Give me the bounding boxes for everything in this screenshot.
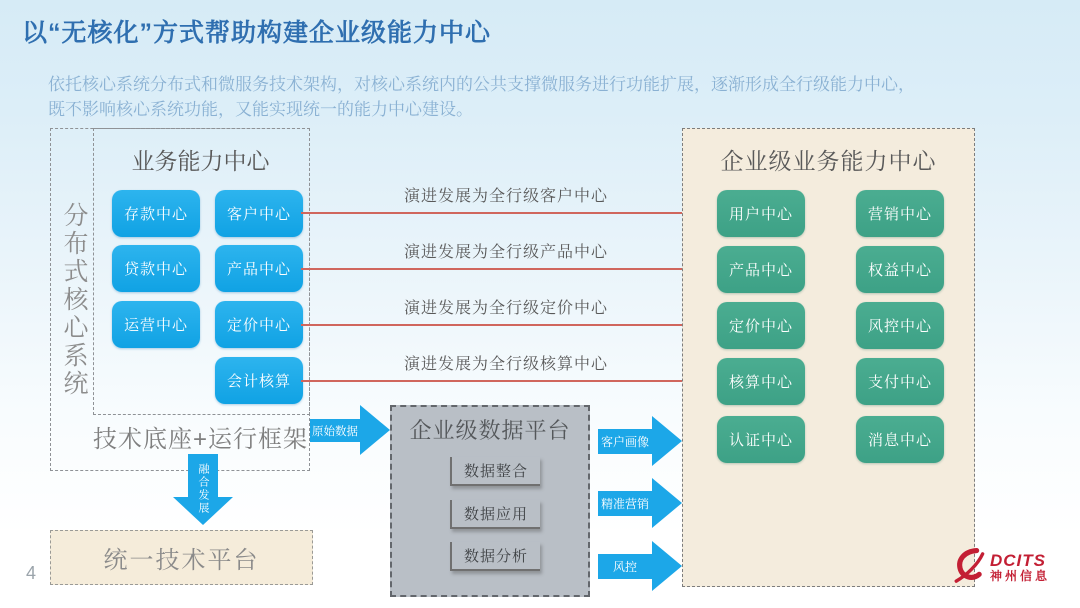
tech-foundation-label: 技术底座+运行框架 (93, 426, 309, 453)
capability-accounting-center: 会计核算 (215, 357, 303, 404)
intro-line-2: 既不影响核心系统功能，又能实现统一的能力中心建设。 (48, 100, 473, 119)
data-item-integration: 数据整合 (450, 457, 540, 486)
precision-marketing-arrow-head (652, 478, 682, 528)
evolution-line-1 (301, 212, 711, 214)
customer-profile-arrow: 客户画像 (598, 429, 652, 454)
data-platform-title: 企业级数据平台 (409, 418, 571, 443)
evolution-arrow-row-3 (301, 298, 711, 326)
data-item-application: 数据应用 (450, 500, 540, 529)
logo-subtitle-text: 神州信息 (990, 569, 1051, 584)
enterprise-marketing-center: 营销中心 (856, 190, 944, 237)
evolution-line-3 (301, 324, 711, 326)
capability-loan-center: 贷款中心 (112, 245, 200, 292)
risk-control-arrow-head (652, 541, 682, 591)
evolution-line-4 (301, 380, 711, 382)
page-number: 4 (26, 563, 37, 583)
precision-marketing-arrow: 精准营销 (598, 491, 652, 516)
enterprise-accounting-center: 核算中心 (717, 358, 805, 405)
enterprise-risk-center: 风控中心 (856, 302, 944, 349)
customer-profile-arrow-head (652, 416, 682, 466)
business-capability-title: 业务能力中心 (131, 148, 270, 174)
intro-paragraph (48, 72, 1028, 122)
evolution-label-2: 演进发展为全行级产品中心 (403, 244, 608, 261)
capability-product-center: 产品中心 (215, 245, 303, 292)
enterprise-auth-center: 认证中心 (717, 416, 805, 463)
risk-control-arrow: 风控 (598, 554, 652, 579)
enterprise-payment-center: 支付中心 (856, 358, 944, 405)
enterprise-product-center: 产品中心 (717, 246, 805, 293)
enterprise-message-center: 消息中心 (856, 416, 944, 463)
dcits-logo (952, 546, 1050, 589)
capability-customer-center: 客户中心 (215, 190, 303, 237)
enterprise-rights-center: 权益中心 (856, 246, 944, 293)
evolution-label-3: 演进发展为全行级定价中心 (403, 300, 608, 317)
slide-title: 以“无核化”方式帮助构建企业级能力中心 (22, 19, 492, 47)
intro-line-1: 依托核心系统分布式和微服务技术架构，对核心系统内的公共支撑微服务进行功能扩展，逐渐形成全行级能力中心， (48, 75, 915, 94)
raw-data-arrow: 原始数据 (310, 419, 360, 442)
unified-tech-platform: 统一技术平台 (50, 530, 313, 585)
enterprise-pricing-center: 定价中心 (717, 302, 805, 349)
dcits-swoosh-icon (952, 546, 986, 589)
evolution-label-1: 演进发展为全行级客户中心 (403, 188, 608, 205)
enterprise-user-center: 用户中心 (717, 190, 805, 237)
capability-pricing-center: 定价中心 (215, 301, 303, 348)
evolution-line-2 (301, 268, 711, 270)
evolution-arrow-row-4 (301, 354, 711, 382)
capability-deposit-center: 存款中心 (112, 190, 200, 237)
capability-operations-center: 运营中心 (112, 301, 200, 348)
fusion-arrow-label: 融合发展 (197, 463, 209, 515)
evolution-arrow-row-1 (301, 186, 711, 214)
evolution-label-4: 演进发展为全行级核算中心 (403, 356, 608, 373)
evolution-arrow-row-2 (301, 242, 711, 270)
distributed-core-label: 分布式核心系统 (60, 202, 88, 398)
enterprise-capability-title: 企业级业务能力中心 (720, 148, 937, 174)
raw-data-arrow-head (360, 405, 390, 455)
logo-brand-text: DCITS (990, 550, 1046, 570)
data-item-analysis: 数据分析 (450, 542, 540, 571)
